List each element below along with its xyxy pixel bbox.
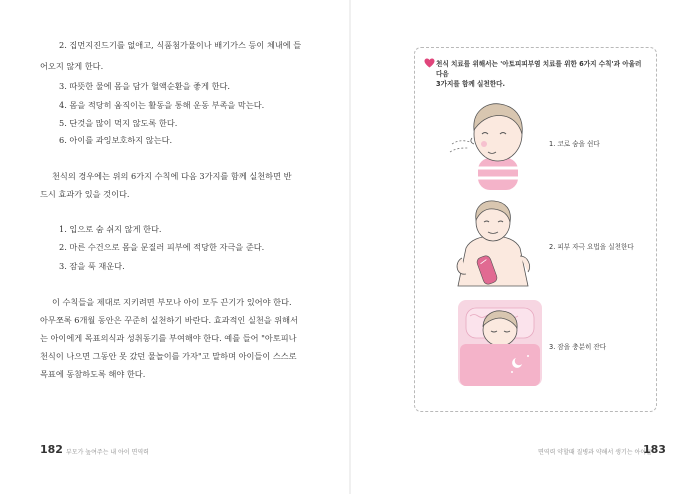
caption-2: 2. 피부 자극 요법을 실천한다 <box>549 243 634 251</box>
list-top-line-1: 2. 집먼지진드기를 없애고, 식품첨가물이나 배기가스 등이 체내에 들 <box>59 40 302 50</box>
illustration-nose-breathing <box>448 98 528 190</box>
list-top-line-2: 어오지 않게 한다. <box>40 61 104 71</box>
caption-3: 3. 잠을 충분히 잔다 <box>549 343 607 351</box>
list-bottom-line-1: 1. 입으로 숨 쉬지 않게 한다. <box>59 224 162 234</box>
para2-line-3: 는 아이에게 목표의식과 성취동기를 부여해야 한다. 예를 들어 "아토피나 <box>40 333 297 343</box>
running-head-right: 면역력 약할때 질병과 약해서 생기는 아이들 <box>538 449 652 456</box>
heart-icon <box>424 58 435 68</box>
list-bottom-line-2: 2. 마른 수건으로 몸을 문질러 피부에 적당한 자극을 준다. <box>59 242 265 252</box>
box-heading-line-2: 3가지를 함께 실천한다. <box>436 80 506 88</box>
list-bottom-line-3: 3. 잠을 푹 재운다. <box>59 261 125 271</box>
box-heading <box>436 59 648 89</box>
illustration-towel-rub <box>448 196 538 290</box>
para1-line-2: 드시 효과가 있을 것이다. <box>40 189 130 199</box>
running-head-left: 부모가 높여주는 내 아이 면역력 <box>66 449 149 456</box>
para1-line-1: 천식의 경우에는 위의 6가지 수칙에 다음 3가지를 함께 실천하면 반 <box>52 171 292 181</box>
list-top-line-4: 4. 몸을 적당히 움직이는 활동을 통해 운동 부족을 막는다. <box>59 100 265 110</box>
page-number-left: 182 <box>40 443 63 456</box>
page-number-right: 183 <box>643 443 666 456</box>
illustration-sleeping <box>456 298 544 388</box>
para2-line-5: 목표에 동참하도록 해야 한다. <box>40 369 146 379</box>
list-top-line-6: 6. 아이를 과잉보호하지 않는다. <box>59 135 173 145</box>
para2-line-4: 천식이 나으면 그동안 못 갔던 물놀이를 가자"고 말하며 아이들이 스스로 <box>40 351 297 361</box>
caption-1: 1. 코로 숨을 쉰다 <box>549 140 600 148</box>
box-heading-line-1: 천식 치료를 위해서는 '아토피피부염 치료를 위한 6가지 수칙'과 아울러 다음 <box>436 60 642 78</box>
para2-line-2: 아무쪼록 6개월 동안은 꾸준히 실천하기 바란다. 효과적인 실천을 위해서 <box>40 315 298 325</box>
list-top-line-3: 3. 따뜻한 물에 몸을 담가 혈액순환을 좋게 한다. <box>59 81 230 91</box>
list-top-line-5: 5. 단것을 많이 먹지 않도록 한다. <box>59 118 178 128</box>
book-gutter <box>349 0 351 494</box>
para2-line-1: 이 수칙들을 제대로 지키려면 부모나 아이 모두 끈기가 있어야 한다. <box>52 297 292 307</box>
